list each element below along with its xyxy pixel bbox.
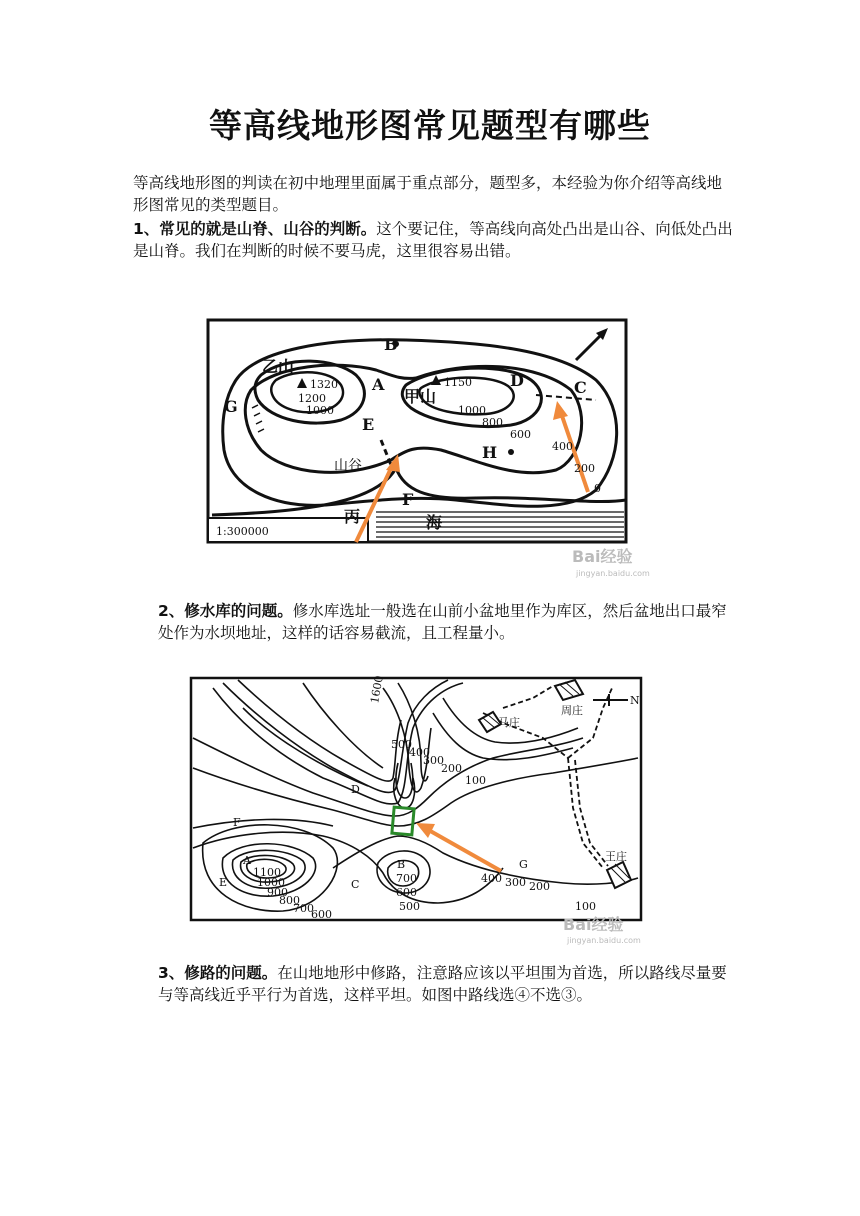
elev-400: 400 [409, 746, 430, 759]
elev-l900: 900 [267, 886, 288, 899]
label-H: H [482, 443, 498, 462]
elev-l600: 600 [311, 908, 332, 921]
watermark-brand: Bai经验 [572, 547, 633, 566]
label-D: D [510, 371, 524, 390]
label-F: F [233, 816, 241, 829]
label-G: G [519, 858, 528, 871]
watermark-url: jingyan.baidu.com [576, 569, 650, 578]
elev-400: 400 [552, 440, 573, 453]
section-3-body: 在山地地形中修路，注意路应该以平坦围为首选，所以路线尽量要与等高线近乎平行为首选，这样平坦。如图中路线选④不选③。 [158, 964, 727, 1004]
contour-map-ridge-valley [176, 300, 670, 588]
label-E: E [219, 876, 228, 889]
label-G: G [224, 397, 238, 416]
label-B: B [397, 858, 406, 871]
intro-paragraph: 等高线地形图的判读在初中地理里面属于重点部分，题型多，本经验为你介绍等高线地形图常见的类型题目。 [133, 174, 723, 214]
elev-100: 100 [465, 774, 486, 787]
elev-g100: 100 [575, 900, 596, 913]
elev-200: 200 [441, 762, 462, 775]
elev-1150: 1150 [444, 376, 472, 389]
label-F: F [402, 490, 414, 509]
label-sea: 海 [426, 513, 443, 532]
watermark-url: jingyan.baidu.com [567, 936, 641, 945]
elev-g300: 300 [505, 876, 526, 889]
watermark-brand: Bai经验 [563, 915, 624, 934]
label-scale: 1:300000 [216, 525, 269, 538]
section-3-heading: 3、修路的问题。 [158, 964, 278, 982]
label-A: A [372, 375, 385, 394]
label-B: B [384, 335, 398, 354]
elev-1000-jia: 1000 [458, 404, 486, 417]
elev-0: 0 [594, 482, 601, 495]
section-1-body: 这个要记住，等高线向高处凸出是山谷、向低处凸出是山脊。我们在判断的时候不要马虎，这里很容易出错。 [133, 220, 733, 260]
village-wangzhuang: 王庄 [605, 850, 627, 863]
section-1-paragraph [133, 218, 733, 262]
elev-300: 300 [423, 754, 444, 767]
elev-b700: 700 [396, 872, 417, 885]
elev-g400: 400 [481, 872, 502, 885]
elev-g200: 200 [529, 880, 550, 893]
north-label: N [630, 694, 640, 707]
label-E: E [362, 415, 375, 434]
village-zhouzhuang: 周庄 [561, 704, 583, 717]
section-1-heading: 1、常见的就是山脊、山谷的判断。 [133, 220, 377, 238]
section-3-paragraph [158, 962, 733, 1006]
section-2-heading: 2、修水库的问题。 [158, 602, 293, 620]
elev-200: 200 [574, 462, 595, 475]
elev-l700: 700 [293, 902, 314, 915]
label-D: D [351, 783, 360, 796]
section-2-body: 修水库选址一般选在山前小盆地里作为库区，然后盆地出口最窄处作为水坝地址，这样的话容易截流，且工程量小。 [158, 602, 727, 642]
label-valley: 山谷 [334, 458, 362, 474]
label-mountain-yi: 乙山 [262, 357, 295, 376]
section-2-paragraph [158, 600, 733, 644]
page-title: 等高线地形图常见题型有哪些 [209, 106, 651, 145]
label-A: A [243, 854, 251, 867]
elev-l1100: 1100 [253, 866, 281, 879]
elev-1000-yi: 1000 [306, 404, 334, 417]
label-bing: 丙 [344, 507, 361, 526]
elev-l1000: 1000 [257, 876, 285, 889]
contour-map-reservoir [183, 668, 665, 948]
elev-500: 500 [391, 738, 412, 751]
elev-b600: 600 [396, 886, 417, 899]
label-C: C [574, 378, 587, 397]
elev-l800: 800 [279, 894, 300, 907]
elev-600: 600 [510, 428, 531, 441]
label-mountain-jia: 甲山 [404, 387, 437, 406]
elev-1320: 1320 [310, 378, 338, 391]
elev-b500: 500 [399, 900, 420, 913]
village-mazhuang: 马庄 [498, 716, 520, 729]
elev-800: 800 [482, 416, 503, 429]
elev-1600: 1600 [368, 674, 386, 705]
label-C: C [351, 878, 360, 891]
elev-1200: 1200 [298, 392, 326, 405]
